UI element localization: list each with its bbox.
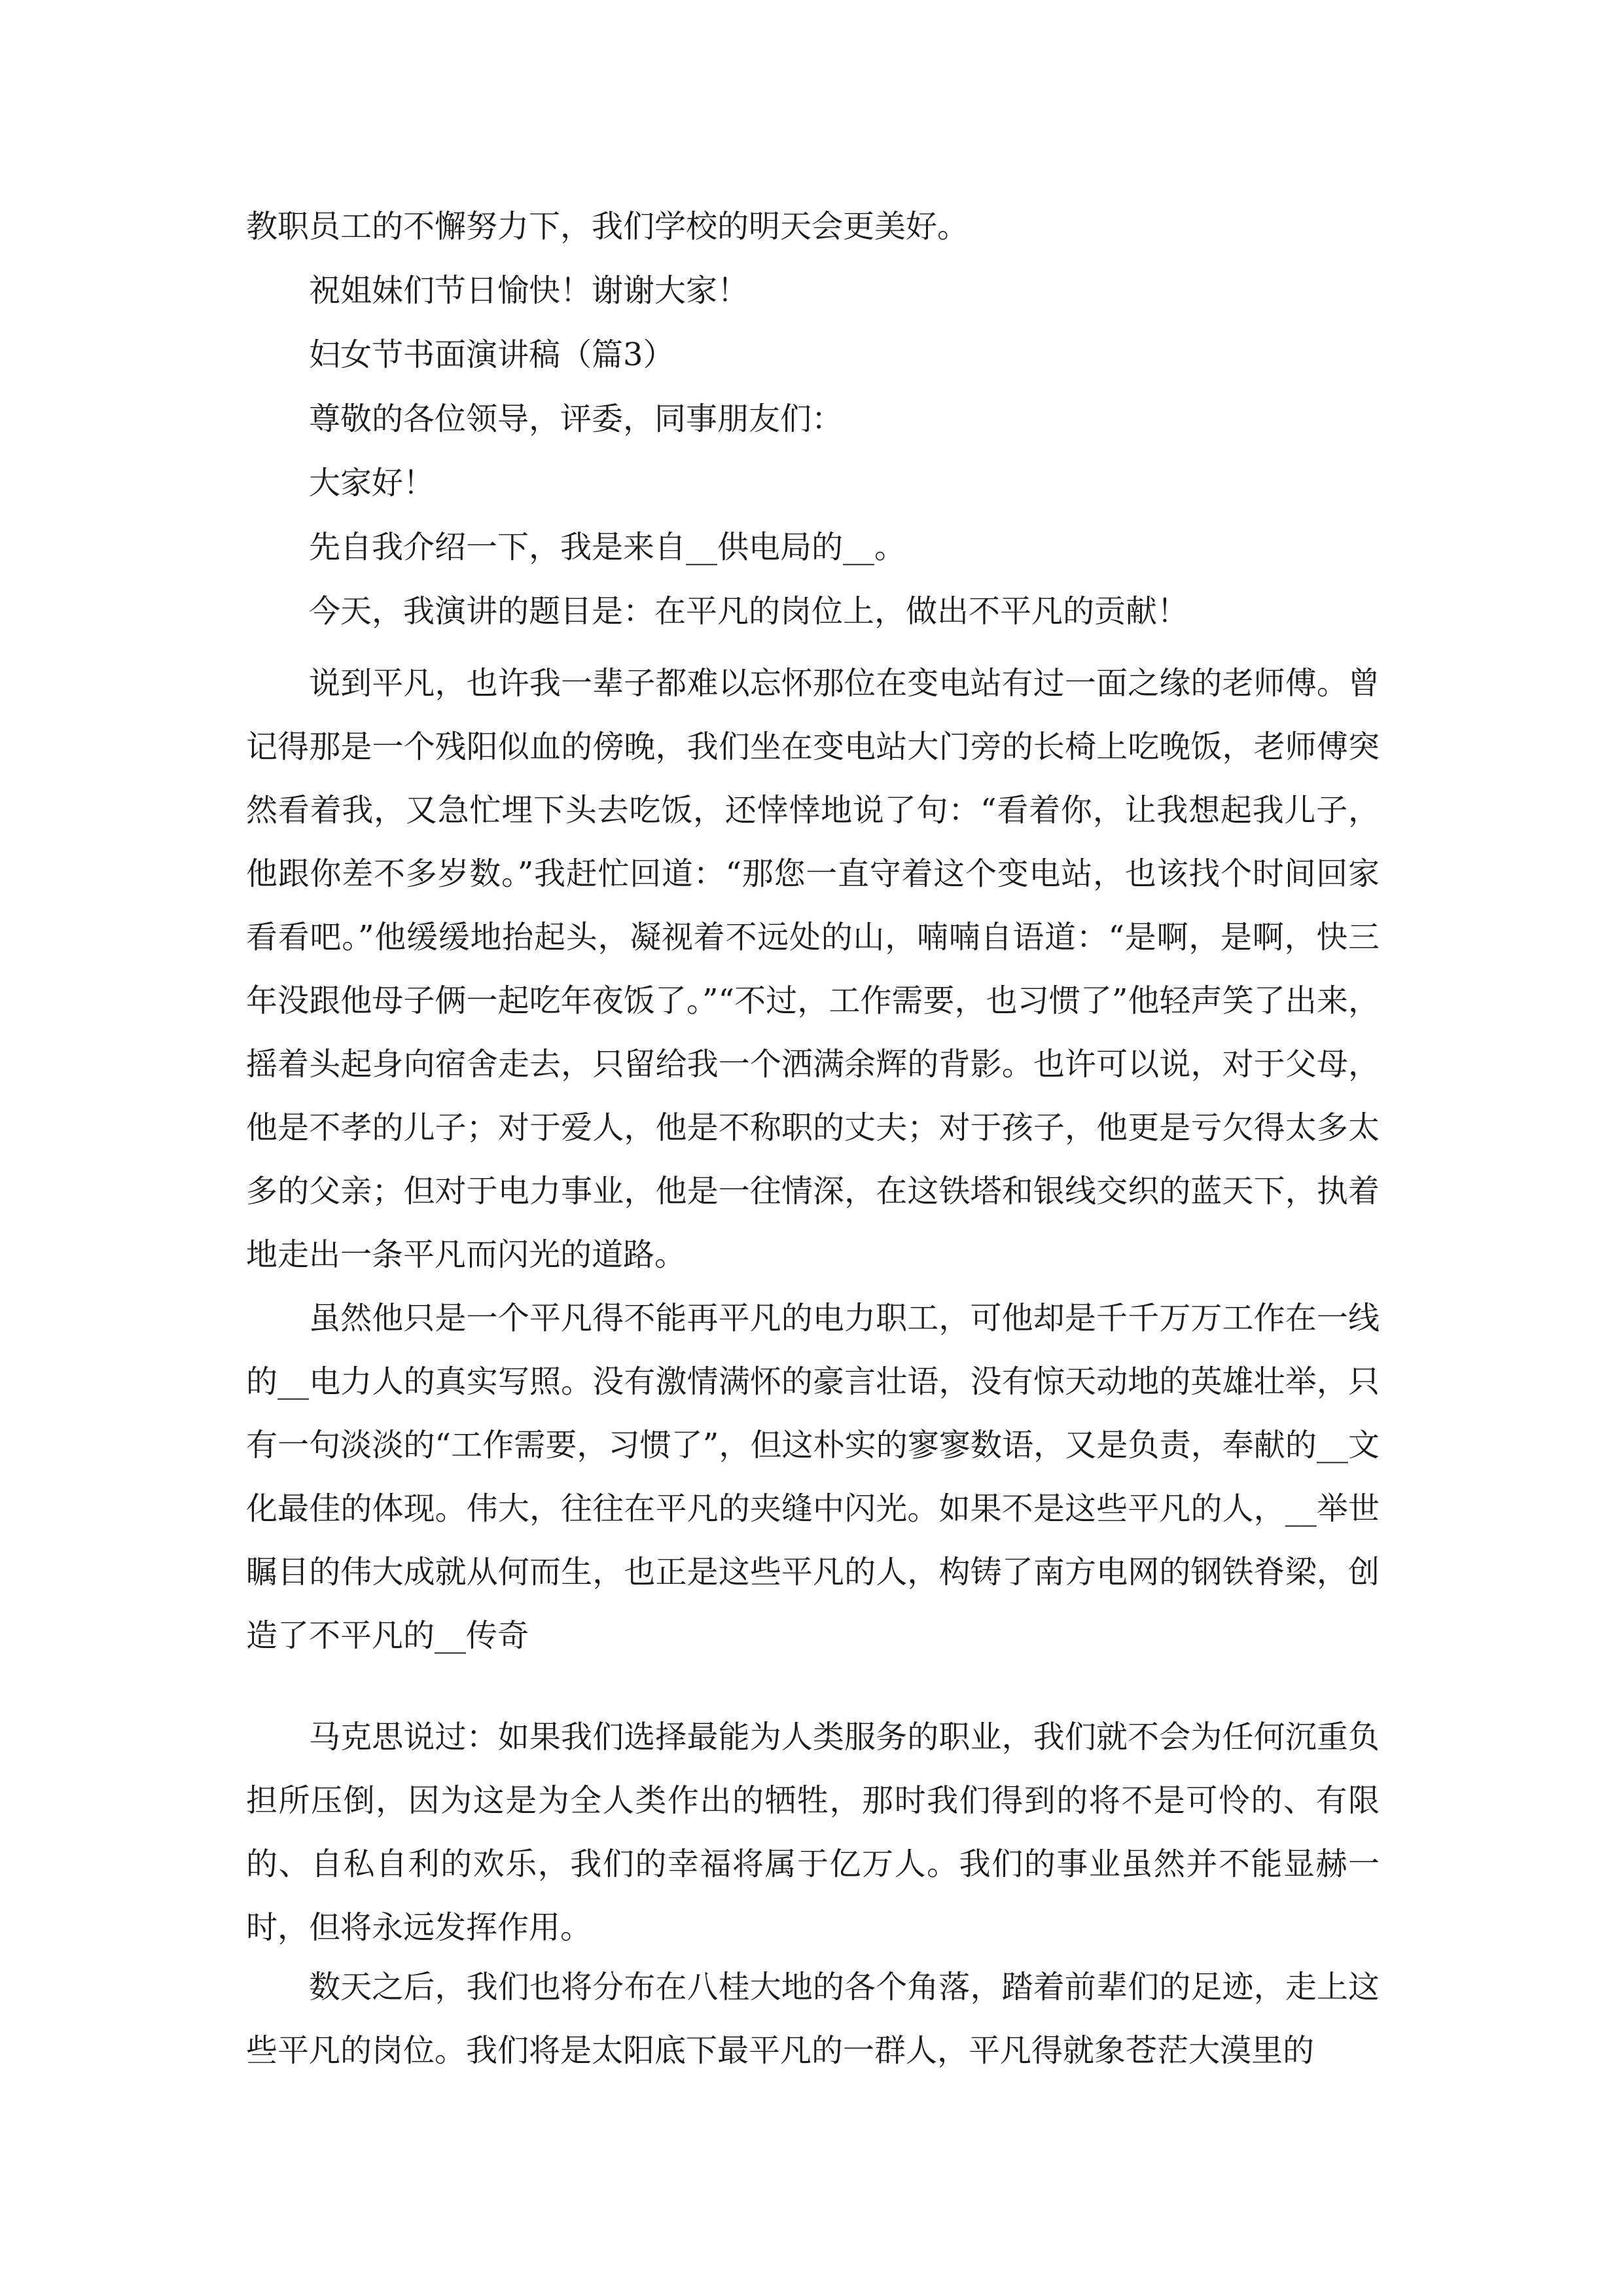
paragraph-marx-quote: 马克思说过：如果我们选择最能为人类服务的职业，我们就不会为任何沉重负担所压倒，因为这是为全人类作出的牺牲，那时我们得到的将不是可怜的、有限的、自私自利的欢乐，我们的幸福将属于亿万人。我们的事业虽然并不能显赫一时，但将永远发挥作用。 [246, 1719, 1380, 1946]
text-line-hello: 大家好！ [309, 465, 435, 501]
paragraph-old-master: 说到平凡，也许我一辈子都难以忘怀那位在变电站有过一面之缘的老师傅。曾记得那是一个残阳似血的傍晚，我们坐在变电站大门旁的长椅上吃晚饭，老师傅突然看着我，又急忙埋下头去吃饭，还悻悻地说了句：“看着你，让我想起我儿子，他跟你差不多岁数。”我赶忙回道：“那您一直守着这个变电站，也该找个时间回家看看吧。”他缓缓地抬起头，凝视着不远处的山，喃喃自语道：“是啊，是啊，快三年没跟他母子俩一起吃年夜饭了。”“不过，工作需要，也习惯了”他轻声笑了出来，摇着头起身向宿舍走去，只留给我一个洒满余辉的背影。也许可以说，对于父母，他是不孝的儿子；对于爱人，他是不称职的丈夫；对于孩子，他更是亏欠得太多太多的父亲；但对于电力事业，他是一往情深，在这铁塔和银线交织的蓝天下，执着地走出一条平凡而闪光的道路。 [246, 665, 1380, 1273]
text-line-continuation: 教职员工的不懈努力下，我们学校的明天会更美好。 [246, 208, 969, 245]
text-line-greeting: 祝姐妹们节日愉快！谢谢大家！ [309, 272, 749, 309]
paragraph-ordinary-worker: 虽然他只是一个平凡得不能再平凡的电力职工，可他却是千千万万工作在一线的__电力人的真实写照。没有激情满怀的豪言壮语，没有惊天动地的英雄壮举，只有一句淡淡的“工作需要，习惯了”，但这朴实的寥寥数语，又是负责，奉献的__文化最佳的体现。伟大，往往在平凡的夹缝中闪光。如果不是这些平凡的人，__举世瞩目的伟大成就从何而生，也正是这些平凡的人，构铸了南方电网的钢铁脊梁，创造了不平凡的__传奇 [246, 1300, 1380, 1654]
text-line-topic: 今天，我演讲的题目是：在平凡的岗位上，做出不平凡的贡献！ [309, 593, 1189, 630]
section-title: 妇女节书面演讲稿（篇3） [309, 336, 675, 373]
text-line-salutation: 尊敬的各位领导，评委，同事朋友们： [309, 401, 844, 437]
paragraph-future: 数天之后，我们也将分布在八桂大地的各个角落，踏着前辈们的足迹，走上这些平凡的岗位。我们将是太阳底下最平凡的一群人，平凡得就象苍茫大漠里的 [246, 1969, 1380, 2069]
text-line-intro: 先自我介绍一下，我是来自__供电局的__。 [309, 529, 906, 565]
